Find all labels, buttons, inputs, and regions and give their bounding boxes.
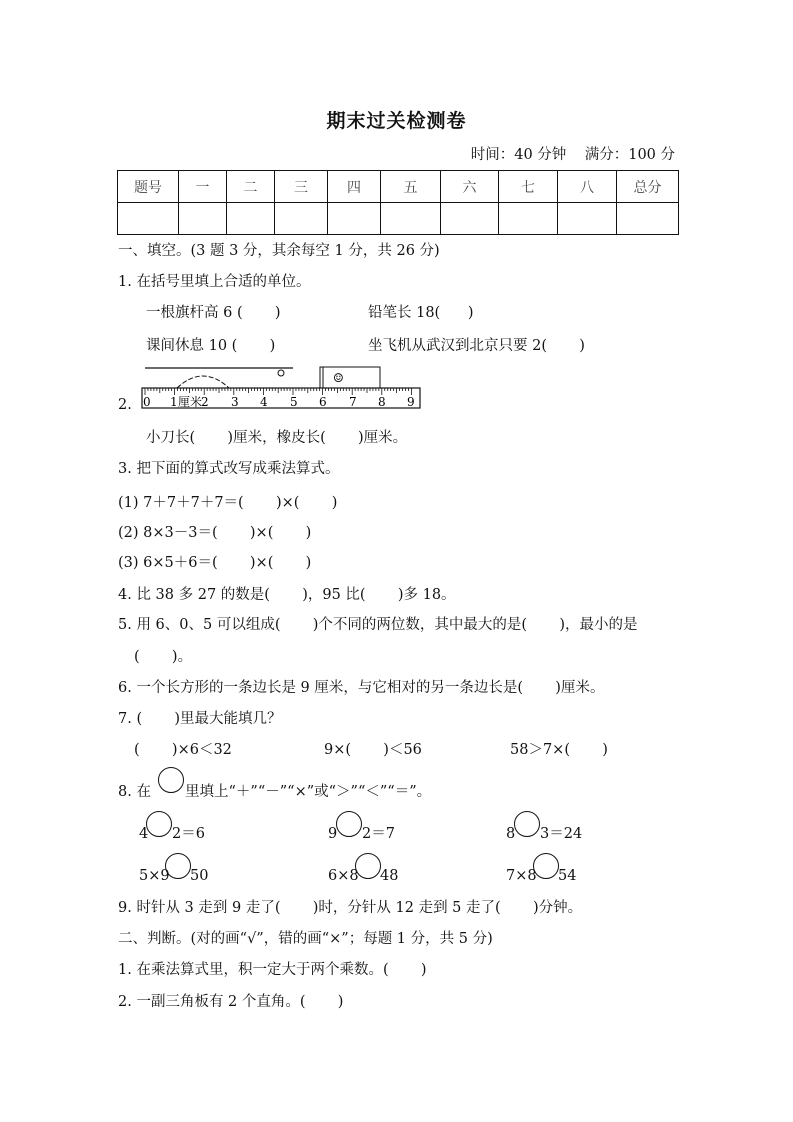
circle-blank[interactable] [146, 811, 172, 837]
q8-item-left: 7×8 [506, 868, 537, 884]
q8-item-left: 8 [506, 826, 516, 842]
header-cell: 四 [328, 171, 381, 203]
q3-c: (3) 6×5＋6＝( )×( ) [118, 555, 312, 571]
eraser-drawing: ☺ [333, 371, 344, 385]
q2-text: 小刀长( )厘米，橡皮长( )厘米。 [146, 430, 408, 446]
q8-item-left: 9 [328, 826, 338, 842]
q8-item-right: 2＝6 [172, 826, 205, 842]
score-table [117, 170, 679, 235]
ruler-label: 5 [290, 395, 298, 409]
q8-item-right: 48 [380, 868, 399, 884]
score-cell[interactable] [328, 203, 381, 235]
ruler-label: 0 [143, 395, 151, 409]
ruler-label: 3 [231, 395, 239, 409]
score-cell[interactable] [499, 203, 558, 235]
q6: 6. 一个长方形的一条边长是 9 厘米，与它相对的另一条边长是( )厘米。 [118, 680, 605, 696]
score-cell[interactable] [558, 203, 617, 235]
eraser [320, 367, 380, 388]
q1-stem: 1. 在括号里填上合适的单位。 [118, 274, 311, 290]
circle-blank[interactable] [336, 811, 362, 837]
q3-stem: 3. 把下面的算式改写成乘法算式。 [118, 461, 340, 477]
score-cell[interactable] [441, 203, 499, 235]
exam-meta: 时间：40 分钟 满分：100 分 [470, 147, 675, 163]
circle-blank[interactable] [165, 853, 191, 879]
header-cell: 五 [381, 171, 441, 203]
q5-line2: ( )。 [134, 649, 193, 665]
score-cell[interactable] [617, 203, 679, 235]
header-cell: 总分 [617, 171, 679, 203]
q7-a: ( )×6＜32 [134, 742, 232, 758]
ruler-label: 4 [260, 395, 268, 409]
header-cell: 一 [179, 171, 227, 203]
q4: 4. 比 38 多 27 的数是( )，95 比( )多 18。 [118, 587, 456, 603]
ruler-label: 厘米 [178, 395, 203, 409]
q7-stem: 7. ( )里最大能填几？ [118, 711, 282, 727]
q1-d: 坐飞机从武汉到北京只要 2( ) [368, 338, 585, 354]
q8-item-right: 54 [558, 868, 577, 884]
section1-heading: 一、填空。(3 题 3 分，其余每空 1 分，共 26 分) [118, 243, 440, 259]
q3-a: (1) 7＋7＋7＋7＝( )×( ) [118, 495, 338, 511]
circle-blank[interactable] [514, 811, 540, 837]
score-cell[interactable] [275, 203, 328, 235]
circle-blank[interactable] [355, 853, 381, 879]
header-cell: 七 [499, 171, 558, 203]
header-cell: 二 [227, 171, 275, 203]
s2-q2: 2. 一副三角板有 2 个直角。( ) [118, 994, 344, 1010]
ruler-label: 7 [349, 395, 357, 409]
header-cell: 八 [558, 171, 617, 203]
q3-b: (2) 8×3－3＝( )×( ) [118, 525, 312, 541]
q1-b: 铅笔长 18( ) [368, 305, 474, 321]
ruler-label: 2 [201, 395, 209, 409]
q8-item-left: 4 [139, 826, 149, 842]
q8-item-right: 3＝24 [540, 826, 583, 842]
q5-line1: 5. 用 6、0、5 可以组成( )个不同的两位数，其中最大的是( )，最小的是 [118, 617, 638, 633]
circle-blank-icon [158, 767, 184, 793]
score-cell[interactable] [381, 203, 441, 235]
header-cell: 六 [441, 171, 499, 203]
knife-arc [177, 376, 229, 388]
header-cell: 题号 [118, 171, 179, 203]
q7-b: 9×( )＜56 [324, 742, 422, 758]
q8-item-left: 6×8 [328, 868, 359, 884]
score-cell[interactable] [179, 203, 227, 235]
score-cell[interactable] [118, 203, 179, 235]
q8-item-right: 2＝7 [362, 826, 395, 842]
exam-title: 期末过关检测卷 [326, 110, 467, 132]
ruler-label: 9 [407, 395, 415, 409]
ruler-figure [135, 360, 427, 412]
header-cell: 三 [275, 171, 328, 203]
s2-q1: 1. 在乘法算式里，积一定大于两个乘数。( ) [118, 962, 427, 978]
section2-heading: 二、判断。(对的画“√”，错的画“×”；每题 1 分，共 5 分) [118, 931, 493, 947]
score-cell[interactable] [227, 203, 275, 235]
q8-item-right: 50 [190, 868, 209, 884]
ruler-label: 1 [170, 395, 178, 409]
ruler-label: 6 [319, 395, 327, 409]
circle-blank[interactable] [533, 853, 559, 879]
q8-post: 里填上“＋”“－”“×”或“＞”“＜”“＝”。 [185, 784, 432, 800]
q9: 9. 时针从 3 走到 9 走了( )时，分针从 12 走到 5 走了( )分钟。 [118, 900, 583, 916]
q1-c: 课间休息 10 ( ) [146, 338, 276, 354]
q1-a: 一根旗杆高 6 ( ) [146, 305, 281, 321]
q2-number: 2. [118, 397, 132, 413]
ruler-label: 8 [378, 395, 386, 409]
q8-item-left: 5×9 [139, 868, 170, 884]
q7-c: 58＞7×( ) [510, 742, 608, 758]
knife-hole [278, 370, 284, 376]
q8-pre: 8. 在 [118, 784, 151, 800]
